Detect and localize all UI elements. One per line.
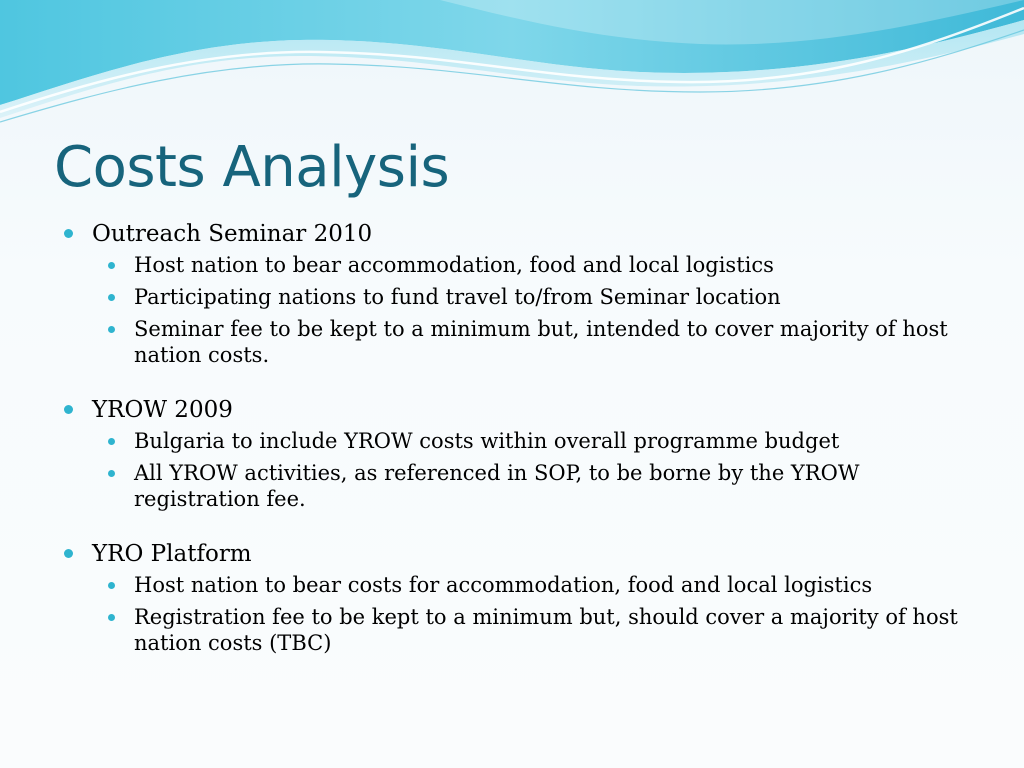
section-heading: YRO Platform <box>92 541 252 567</box>
list-item-text: Seminar fee to be kept to a minimum but, intended to cover majority of host nation costs. <box>134 317 948 367</box>
sub-bullet-icon <box>108 326 115 333</box>
list-item <box>92 572 982 598</box>
sub-bullet-icon <box>108 614 115 621</box>
section-yrow-2009 <box>62 394 982 512</box>
bullet-icon <box>64 405 73 414</box>
decorative-wave-header <box>0 0 1024 130</box>
section-heading: YROW 2009 <box>92 397 233 423</box>
bullet-icon <box>64 549 73 558</box>
list-item <box>92 252 982 278</box>
sub-item-list <box>92 252 982 368</box>
list-item <box>92 460 982 512</box>
list-item <box>92 284 982 310</box>
list-item-text: All YROW activities, as referenced in SOP, to be borne by the YROW registration fee. <box>134 461 860 511</box>
sub-bullet-icon <box>108 438 115 445</box>
slide-title: Costs Analysis <box>54 135 450 200</box>
sub-bullet-icon <box>108 262 115 269</box>
section-outreach-seminar <box>62 218 982 368</box>
section-heading: Outreach Seminar 2010 <box>92 221 373 247</box>
bullet-icon <box>64 229 73 238</box>
list-item-text: Host nation to bear costs for accommodation, food and local logistics <box>134 573 873 597</box>
list-item-text: Host nation to bear accommodation, food and local logistics <box>134 253 774 277</box>
list-item <box>92 428 982 454</box>
list-item <box>92 316 982 368</box>
slide-content <box>62 218 982 668</box>
sub-bullet-icon <box>108 470 115 477</box>
list-item-text: Registration fee to be kept to a minimum but, should cover a majority of host nation costs (TBC) <box>134 605 958 655</box>
sub-bullet-icon <box>108 294 115 301</box>
list-item <box>92 604 982 656</box>
sub-item-list <box>92 428 982 512</box>
section-yro-platform <box>62 538 982 656</box>
list-item-text: Bulgaria to include YROW costs within overall programme budget <box>134 429 840 453</box>
sub-bullet-icon <box>108 582 115 589</box>
sub-item-list <box>92 572 982 656</box>
list-item-text: Participating nations to fund travel to/from Seminar location <box>134 285 781 309</box>
section-list <box>62 218 982 656</box>
